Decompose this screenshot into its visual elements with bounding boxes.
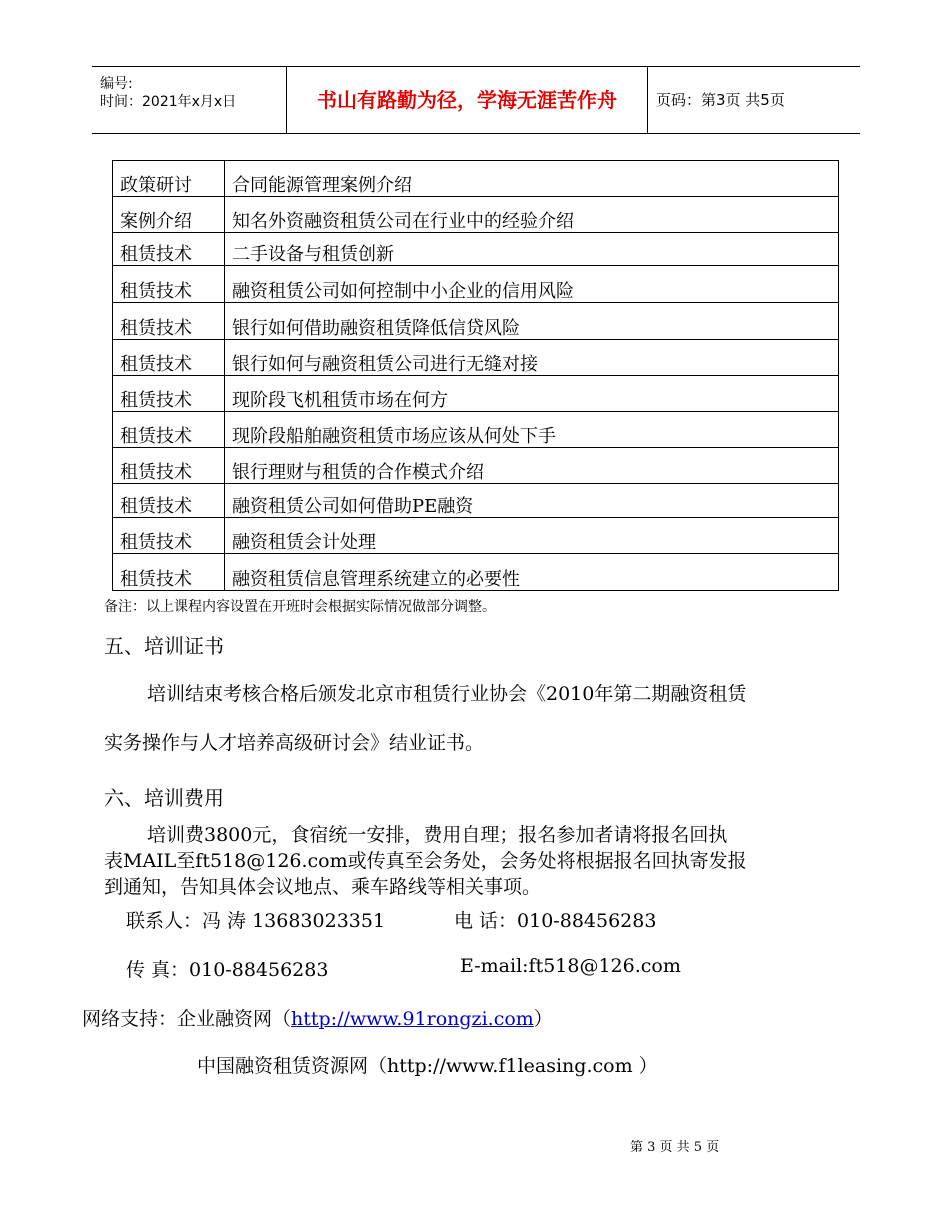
table-row	[113, 266, 839, 303]
page-header	[92, 66, 860, 134]
contact-email: E-mail:ft518@126.com	[460, 955, 681, 977]
contact-phone: 电 话：010-88456283	[454, 910, 657, 932]
header-page-label: 页码：第3页 共5页	[656, 91, 785, 109]
table-row	[113, 518, 839, 554]
row-category: 租赁技术	[113, 554, 225, 591]
table-row	[113, 233, 839, 266]
table-row	[113, 303, 839, 340]
row-content: 知名外资融资租赁公司在行业中的经验介绍	[225, 197, 839, 233]
section-5-heading: 五、培训证书	[104, 634, 224, 658]
support-link-91rongzi[interactable]: http://www.91rongzi.com	[291, 1008, 534, 1030]
row-content: 融资租赁公司如何借助PE融资	[225, 484, 839, 518]
row-content: 银行如何借助融资租赁降低信贷风险	[225, 303, 839, 340]
section-6-line-2: 表MAIL至ft518@126.com或传真至会务处，会务处将根据报名回执寄发报	[104, 850, 747, 872]
row-content: 银行如何与融资租赁公司进行无缝对接	[225, 340, 839, 376]
contact-fax: 传 真：010-88456283	[126, 959, 329, 981]
row-category: 租赁技术	[113, 484, 225, 518]
row-content: 合同能源管理案例介绍	[225, 161, 839, 197]
row-category: 租赁技术	[113, 340, 225, 376]
serial-label: 编号:	[100, 76, 133, 92]
row-content: 融资租赁信息管理系统建立的必要性	[225, 554, 839, 591]
table-row	[113, 412, 839, 448]
row-content: 二手设备与租赁创新	[225, 233, 839, 266]
time-label: 时间：2021年x月x日	[100, 94, 237, 110]
table-row	[113, 448, 839, 484]
section-6-line-3: 到通知，告知具体会议地点、乘车路线等相关事项。	[104, 876, 542, 898]
course-table-body	[113, 161, 839, 591]
section-6-heading: 六、培训费用	[104, 786, 224, 810]
section-6-line-1: 培训费3800元，食宿统一安排，费用自理；报名参加者请将报名回执	[147, 824, 728, 846]
row-category: 租赁技术	[113, 303, 225, 340]
row-content: 银行理财与租赁的合作模式介绍	[225, 448, 839, 484]
support-line-1	[82, 1004, 553, 1031]
support-close: ）	[533, 1008, 553, 1030]
row-category: 租赁技术	[113, 376, 225, 412]
table-row	[113, 376, 839, 412]
row-category: 租赁技术	[113, 518, 225, 554]
page-footer: 第 3 页 共 5 页	[630, 1140, 720, 1155]
table-row	[113, 161, 839, 197]
table-note: 备注：以上课程内容设置在开班时会根据实际情况做部分调整。	[104, 599, 496, 615]
section-5-line-1: 培训结束考核合格后颁发北京市租赁行业协会《2010年第二期融资租赁	[147, 683, 747, 705]
row-content: 现阶段船舶融资租赁市场应该从何处下手	[225, 412, 839, 448]
table-row	[113, 340, 839, 376]
contact-person: 联系人：冯 涛 13683023351	[126, 910, 386, 932]
section-5-line-2: 实务操作与人才培养高级研讨会》结业证书。	[104, 732, 485, 754]
row-content: 现阶段飞机租赁市场在何方	[225, 376, 839, 412]
row-content: 融资租赁公司如何控制中小企业的信用风险	[225, 266, 839, 303]
row-category: 租赁技术	[113, 412, 225, 448]
row-content: 融资租赁会计处理	[225, 518, 839, 554]
row-category: 租赁技术	[113, 233, 225, 266]
header-meta-cell	[92, 67, 287, 133]
table-row	[113, 197, 839, 233]
row-category: 租赁技术	[113, 266, 225, 303]
table-row	[113, 554, 839, 591]
table-row	[113, 484, 839, 518]
row-category: 政策研讨	[113, 161, 225, 197]
header-motto: 书山有路勤为径，学海无涯苦作舟	[287, 67, 648, 133]
row-category: 案例介绍	[113, 197, 225, 233]
row-category: 租赁技术	[113, 448, 225, 484]
course-table	[112, 160, 839, 591]
support-label: 网络支持：企业融资网（	[82, 1008, 292, 1030]
support-line-2: 中国融资租赁资源网（http://www.f1leasing.com ）	[197, 1055, 658, 1077]
